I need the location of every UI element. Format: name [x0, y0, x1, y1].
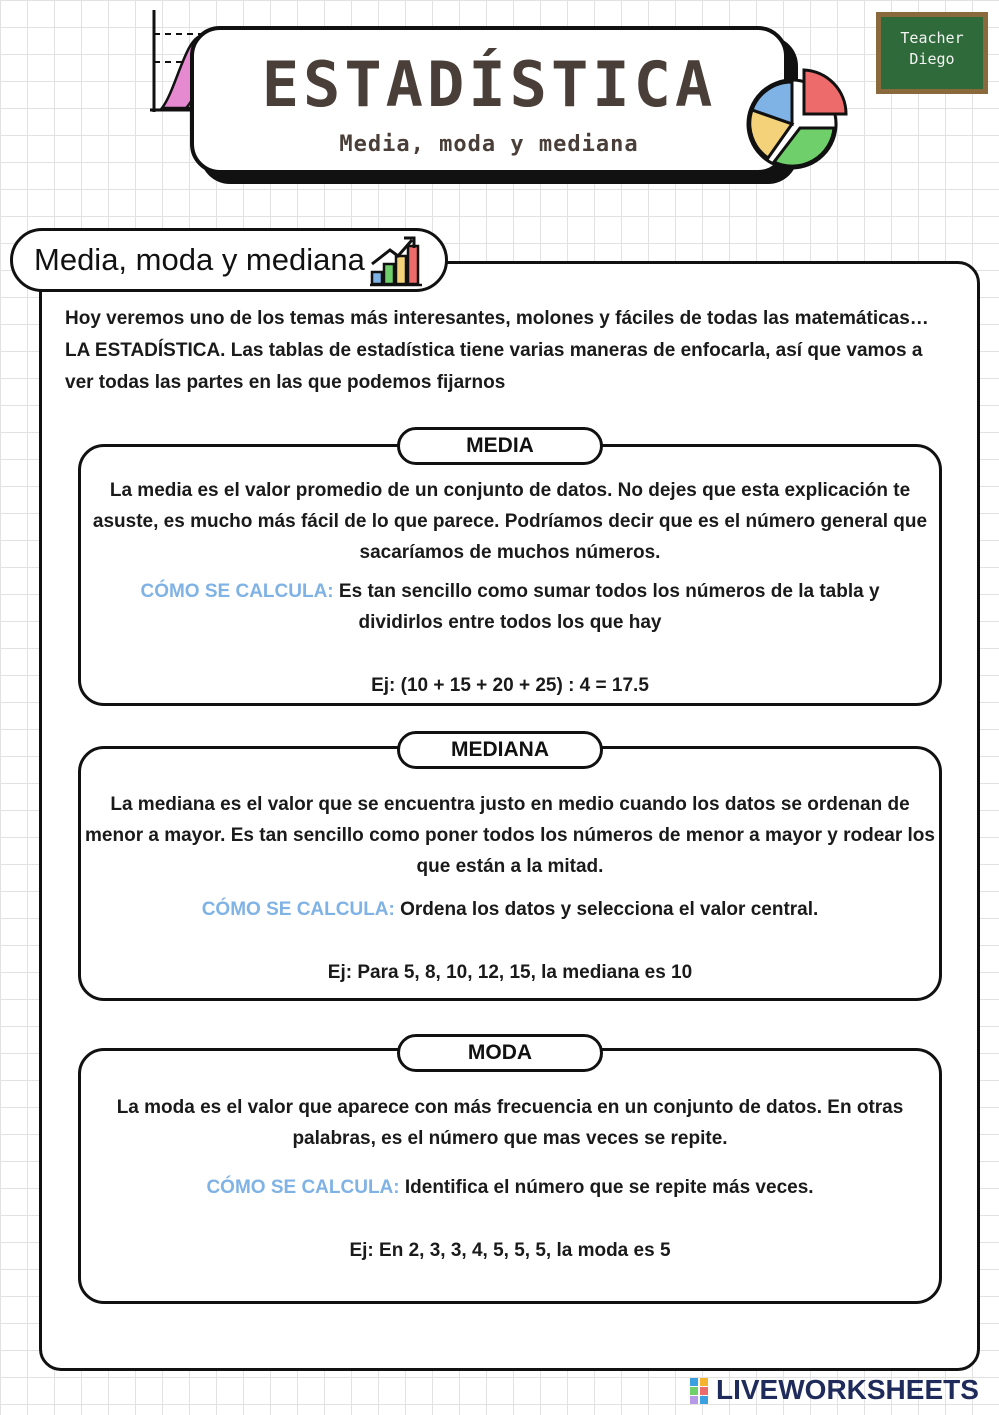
teacher-badge-text — [876, 28, 988, 70]
card-moda-description: La moda es el valor que aparece con más frecuencia en un conjunto de datos. En otras palabras, es el número que mas veces se repite. — [116, 1097, 904, 1149]
how-text: Ordena los datos y selecciona el valor central. — [400, 899, 819, 920]
how-label: CÓMO SE CALCULA: — [201, 899, 395, 920]
footer-brand[interactable]: LIVEWORKSHEETS — [716, 1374, 979, 1405]
pie-chart-icon — [740, 62, 850, 172]
card-label-mediana: MEDIANA — [397, 731, 603, 769]
page-subtitle: Media, moda y mediana — [339, 132, 639, 157]
card-mediana-how — [84, 894, 936, 925]
card-media-how — [100, 576, 920, 638]
section-title: Media, moda y mediana — [34, 242, 365, 277]
liveworksheets-logo-icon — [690, 1378, 718, 1404]
intro-text: Hoy veremos uno de los temas más interesantes, molones y fáciles de todas las matemáticas… LA ESTADÍSTICA. Las tablas de estadística tiene varias maneras de enfocarla, así que vamos a ver todas las partes en las que podemos fijarnos — [65, 308, 929, 393]
card-media-description: La media es el valor promedio de un conjunto de datos. No dejes que esta explicación te asuste, es mucho más fácil de lo que parece. Podríamos decir que es el número general que sacaríamos de muchos números. — [92, 480, 928, 563]
how-label: CÓMO SE CALCULA: — [140, 581, 334, 602]
how-text: Identifica el número que se repite más veces. — [404, 1177, 814, 1198]
bar-chart-growth-icon — [368, 234, 428, 288]
badge-line-1: Teacher — [900, 29, 964, 47]
card-mediana-description: La mediana es el valor que se encuentra justo en medio cuando los datos se ordenan de menor a mayor. Es tan sencillo como poner todos los números de menor a mayor y rodear los que están a la mitad. — [85, 794, 935, 877]
card-label-moda: MODA — [397, 1034, 603, 1072]
how-label: CÓMO SE CALCULA: — [206, 1177, 400, 1198]
card-mediana-example: Ej: Para 5, 8, 10, 12, 15, la mediana es 10 — [327, 962, 693, 983]
how-text: Es tan sencillo como sumar todos los números de la tabla y dividirlos entre todos los que hay — [338, 581, 880, 633]
badge-line-2: Diego — [909, 50, 955, 68]
card-moda-how — [84, 1172, 936, 1203]
card-moda-example: Ej: En 2, 3, 3, 4, 5, 5, 5, la moda es 5 — [349, 1240, 671, 1261]
card-media-example: Ej: (10 + 15 + 20 + 25) : 4 = 17.5 — [371, 675, 649, 696]
card-label-media: MEDIA — [397, 427, 603, 465]
page-title: ESTADÍSTICA — [261, 48, 717, 121]
